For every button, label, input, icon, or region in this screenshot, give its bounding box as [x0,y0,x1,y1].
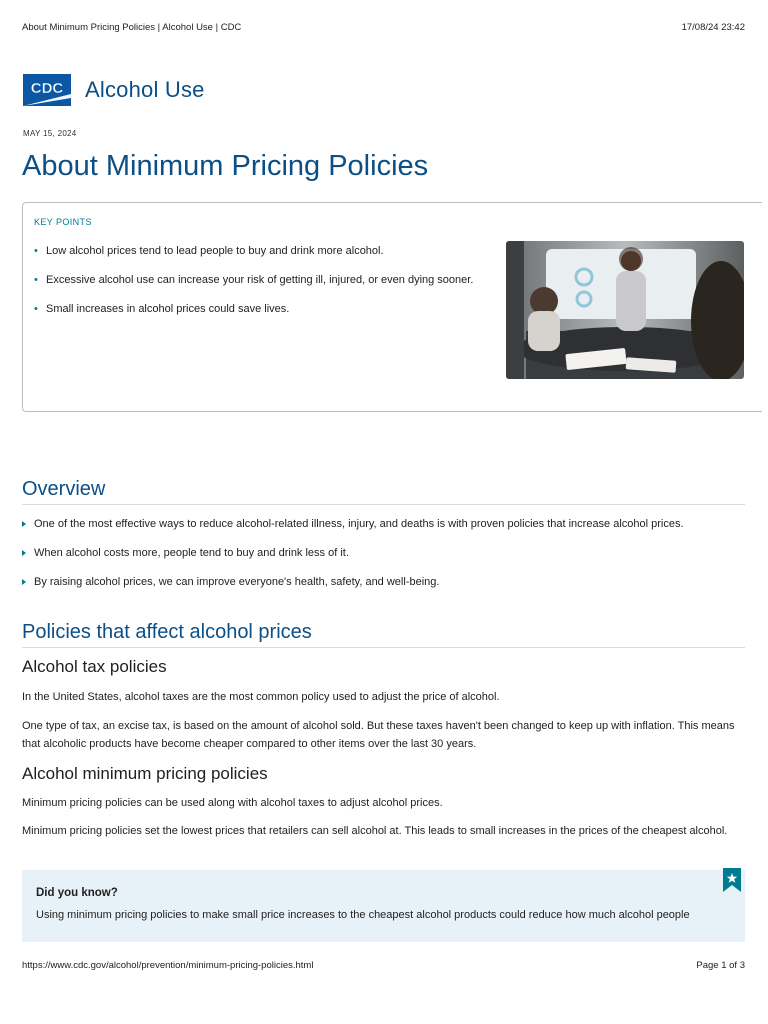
cdc-logo-text: CDC [30,80,64,97]
cdc-logo[interactable] [23,74,71,106]
policies-divider [22,647,745,648]
overview-item [22,574,745,590]
article-date: MAY 15, 2024 [23,129,77,138]
bookmark-star-icon [723,868,741,892]
tax-policies-heading: Alcohol tax policies [22,657,167,676]
overview-list [22,516,745,603]
site-brand[interactable] [23,74,205,106]
print-footer [22,960,745,971]
site-title[interactable]: Alcohol Use [85,77,205,102]
meeting-photo [506,241,744,379]
print-page-title: About Minimum Pricing Policies | Alcohol Use | CDC [22,22,242,33]
minimum-pricing-heading: Alcohol minimum pricing policies [22,764,268,783]
key-points-heading: KEY POINTS [34,217,92,227]
overview-divider [22,504,745,505]
key-point-item: • Low alcohol prices tend to lead people to buy and drink more alcohol. [34,243,473,259]
overview-item [22,516,745,532]
overview-item-text: By raising alcohol prices, we can improve everyone's health, safety, and well-being. [34,576,440,588]
overview-item [22,545,745,561]
print-url[interactable]: https://www.cdc.gov/alcohol/prevention/minimum-pricing-policies.html [22,960,314,971]
did-you-know-callout [22,870,745,942]
overview-heading: Overview [22,478,106,500]
tax-paragraph-1: In the United States, alcohol taxes are the most common policy used to adjust the price of alcohol. [22,691,500,703]
minimum-paragraph-1: Minimum pricing policies can be used along with alcohol taxes to adjust alcohol prices. [22,797,443,809]
bullet-icon [22,521,26,527]
key-point-item: • Small increases in alcohol prices could save lives. [34,301,473,317]
print-datetime: 17/08/24 23:42 [681,22,745,33]
page-title: About Minimum Pricing Policies [22,150,429,182]
callout-title: Did you know? [36,887,118,899]
key-points-list [34,243,473,330]
print-header [22,22,745,33]
print-page-number: Page 1 of 3 [696,960,745,971]
key-points-box [22,202,762,412]
key-point-item: • Excessive alcohol use can increase your risk of getting ill, injured, or even dying sooner. [34,272,473,288]
callout-text: Using minimum pricing policies to make small price increases to the cheapest alcohol products could reduce how much alcohol people [36,909,690,921]
minimum-paragraph-2: Minimum pricing policies set the lowest prices that retailers can sell alcohol at. This leads to small increases in the prices of the cheapest alcohol. [22,825,728,837]
bullet-icon [22,550,26,556]
bullet-icon [22,579,26,585]
tax-paragraph-2: One type of tax, an excise tax, is based on the amount of alcohol sold. But these taxes haven't been changed to keep up with inflation. This means that alcoholic products have become cheaper compared to other items over the last 30 years. [22,720,735,750]
overview-item-text: One of the most effective ways to reduce alcohol-related illness, injury, and deaths is with proven policies that increase alcohol prices. [34,518,684,530]
overview-item-text: When alcohol costs more, people tend to buy and drink less of it. [34,547,349,559]
policies-heading: Policies that affect alcohol prices [22,621,312,643]
